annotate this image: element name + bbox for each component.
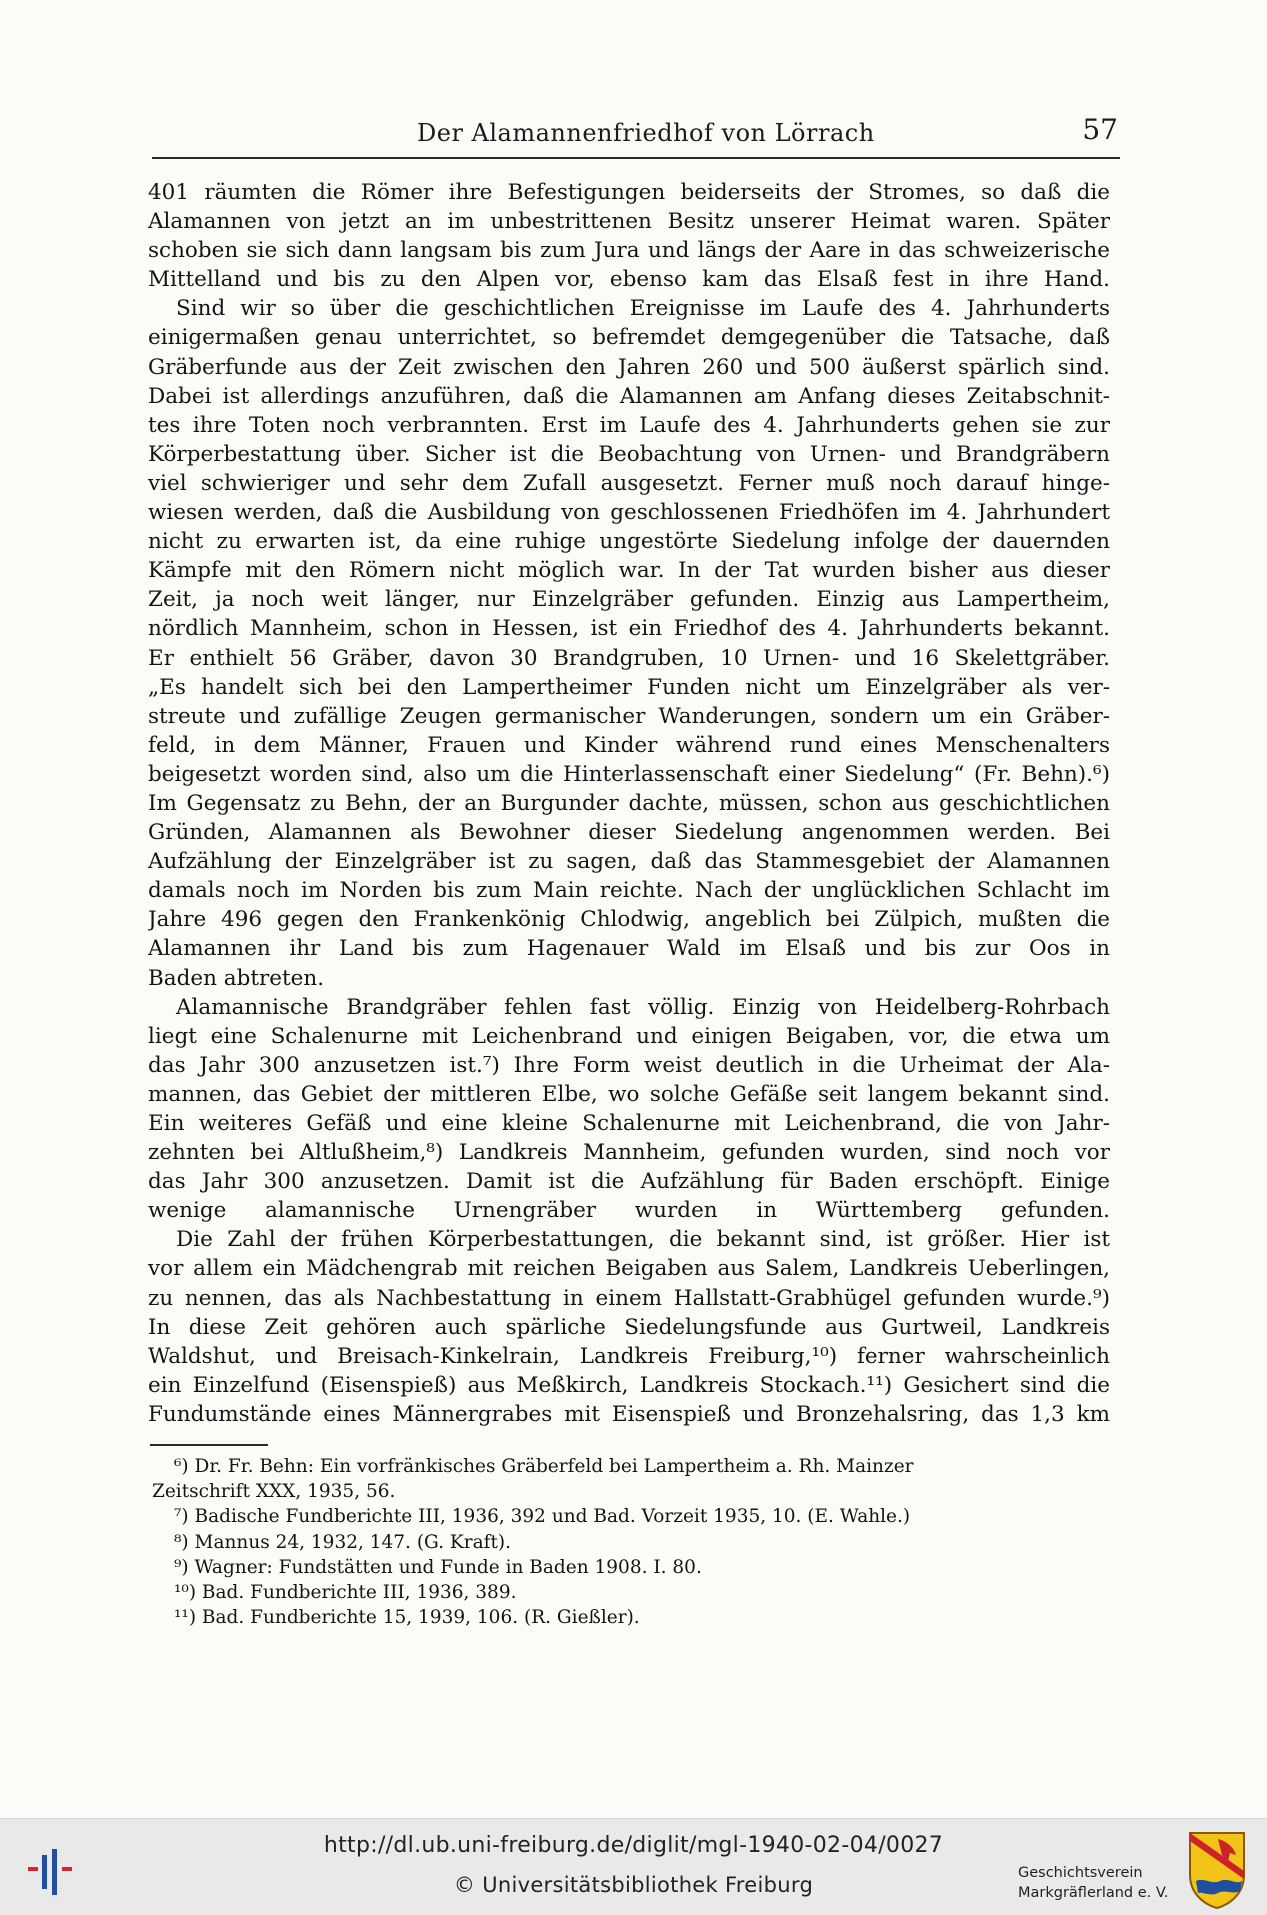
text-line: Baden abtreten. — [148, 965, 325, 991]
text-line: Kämpfe mit den Römern nicht möglich war. In der Tat wurden bisher aus dieser — [148, 558, 1110, 584]
text-line: Aufzählung der Einzelgräber ist zu sagen, daß das Stammesgebiet der Alamannen — [148, 849, 1110, 875]
text-line: das Jahr 300 anzusetzen ist.⁷) Ihre Form weist deutlich in die Urheimat der Ala- — [148, 1052, 1110, 1078]
text-line: tes ihre Toten noch verbrannten. Erst im Laufe des 4. Jahrhunderts gehen sie zur — [148, 412, 1110, 438]
text-line: Alamannen ihr Land bis zum Hagenauer Wald im Elsaß und bis zur Oos in — [148, 936, 1110, 962]
text-line: 401 räumten die Römer ihre Befestigungen beiderseits der Stromes, so daß die — [148, 180, 1110, 205]
page-number: 57 — [1082, 113, 1118, 146]
org-line-2: Markgräflerland e. V. — [1018, 1885, 1169, 1901]
text-line: nördlich Mannheim, schon in Hessen, ist ein Friedhof des 4. Jahrhunderts bekannt. — [148, 616, 1110, 642]
org-line-1: Geschichtsverein — [1018, 1865, 1143, 1881]
footnote: Zeitschrift XXX, 1935, 56. — [152, 1481, 396, 1503]
text-line: mannen, das Gebiet der mittleren Elbe, wo solche Gefäße seit langem bekannt sind. — [148, 1081, 1110, 1107]
running-title: Der Alamannenfriedhof von Lörrach — [417, 119, 875, 147]
text-line: vor allem ein Mädchengrab mit reichen Beigaben aus Salem, Landkreis Ueberlingen, — [148, 1256, 1110, 1282]
footnote: ⁶) Dr. Fr. Behn: Ein vorfränkisches Gräberfeld bei Lampertheim a. Rh. Mainzer — [174, 1456, 914, 1477]
text-line: schoben sie sich dann langsam bis zum Jura und längs der Aare in das schweizerische — [148, 238, 1110, 264]
header-rule — [152, 157, 1120, 159]
text-line: Gründen, Alamannen als Bewohner dieser Siedelung angenommen werden. Bei — [148, 820, 1110, 846]
footnote: ⁷) Badische Fundberichte III, 1936, 392 und Bad. Vorzeit 1935, 10. (E. Wahle.) — [174, 1506, 911, 1528]
footnotes — [152, 1454, 1110, 1630]
text-line: Alamannen von jetzt an im unbestrittenen Besitz unserer Heimat waren. Später — [148, 209, 1110, 235]
footnote: ¹⁰) Bad. Fundberichte III, 1936, 389. — [174, 1582, 517, 1604]
text-line: Dabei ist allerdings anzuführen, daß die Alamannen am Anfang dieses Zeitabschnit- — [148, 383, 1110, 409]
text-line: streute und zufällige Zeugen germanischer Wanderungen, sondern um ein Gräber- — [148, 703, 1110, 729]
text-line: viel schwieriger und sehr dem Zufall ausgesetzt. Ferner muß noch darauf hinge- — [148, 470, 1110, 496]
text-line: Körperbestattung über. Sicher ist die Beobachtung von Urnen- und Brandgräbern — [148, 441, 1110, 467]
text-line: In diese Zeit gehören auch spärliche Siedelungsfunde aus Gurtweil, Landkreis — [148, 1314, 1110, 1340]
text-line: wenige alamannische Urnengräber wurden in Württemberg gefunden. — [148, 1198, 1110, 1224]
text-line: Waldshut, und Breisach-Kinkelrain, Landkreis Freiburg,¹⁰) ferner wahrscheinlich — [148, 1343, 1110, 1369]
text-line: Zeit, ja noch weit länger, nur Einzelgräber gefunden. Einzig aus Lampertheim, — [148, 587, 1110, 613]
coat-of-arms-icon — [1188, 1831, 1246, 1909]
text-line: beigesetzt worden sind, also um die Hinterlassenschaft einer Siedelung“ (Fr. Behn).⁶) — [148, 761, 1110, 787]
text-line: einigermaßen genau unterrichtet, so befremdet demgegenüber die Tatsache, daß — [148, 325, 1110, 351]
footer-copyright: © Universitätsbibliothek Freiburg — [453, 1873, 814, 1897]
text-line: feld, in dem Männer, Frauen und Kinder während rund eines Menschenalters — [148, 732, 1110, 758]
text-line: wiesen werden, daß die Ausbildung von geschlossenen Friedhöfen im 4. Jahrhundert — [148, 500, 1110, 526]
text-line: ein Einzelfund (Eisenspieß) aus Meßkirch, Landkreis Stockach.¹¹) Gesichert sind die — [148, 1372, 1110, 1398]
text-line: Mittelland und bis zu den Alpen vor, ebenso kam das Elsaß fest in ihre Hand. — [148, 267, 1110, 293]
text-line: Er enthielt 56 Gräber, davon 30 Brandgruben, 10 Urnen- und 16 Skelettgräber. — [148, 645, 1110, 671]
text-line: zu nennen, das als Nachbestattung in einem Hallstatt-Grabhügel gefunden wurde.⁹) — [148, 1285, 1110, 1311]
text-line: Ein weiteres Gefäß und eine kleine Schalenurne mit Leichenbrand, die von Jahr- — [148, 1111, 1110, 1136]
text-line: Gräberfunde aus der Zeit zwischen den Jahren 260 und 500 äußerst spärlich sind. — [148, 354, 1110, 380]
body-text — [148, 178, 1110, 1429]
text-line: damals noch im Norden bis zum Main reichte. Nach der unglücklichen Schlacht im — [148, 878, 1110, 904]
footnote: ⁹) Wagner: Fundstätten und Funde in Baden 1908. I. 80. — [174, 1556, 702, 1578]
text-line: Sind wir so über die geschichtlichen Ereignisse im Laufe des 4. Jahrhunderts — [176, 296, 1110, 322]
text-line: Fundumstände eines Männergrabes mit Eisenspieß und Bronzehalsring, das 1,3 km — [148, 1401, 1110, 1427]
text-line: liegt eine Schalenurne mit Leichenbrand und einigen Beigaben, vor, die etwa um — [148, 1023, 1110, 1049]
footnote-rule — [150, 1444, 268, 1446]
text-line: das Jahr 300 anzusetzen. Damit ist die Aufzählung für Baden erschöpft. Einige — [148, 1169, 1110, 1195]
text-line: „Es handelt sich bei den Lampertheimer Funden nicht um Einzelgräber als ver- — [148, 674, 1110, 700]
footer-bar — [0, 1818, 1267, 1915]
text-line: zehnten bei Altlußheim,⁸) Landkreis Mannheim, gefunden wurden, sind noch vor — [148, 1140, 1110, 1166]
text-line: Die Zahl der frühen Körperbestattungen, die bekannt sind, ist größer. Hier ist — [176, 1227, 1110, 1253]
text-line: Alamannische Brandgräber fehlen fast völlig. Einzig von Heidelberg-Rohrbach — [176, 994, 1110, 1020]
footnote: ⁸) Mannus 24, 1932, 147. (G. Kraft). — [174, 1531, 511, 1553]
text-line: Jahre 496 gegen den Frankenkönig Chlodwig, angeblich bei Zülpich, mußten die — [148, 907, 1110, 933]
footnote: ¹¹) Bad. Fundberichte 15, 1939, 106. (R. Gießler). — [174, 1607, 640, 1629]
footer-url[interactable]: http://dl.ub.uni-freiburg.de/diglit/mgl-1940-02-04/0027 — [323, 1833, 944, 1858]
running-head — [152, 113, 1120, 153]
organization-name — [1018, 1863, 1188, 1903]
text-line: Im Gegensatz zu Behn, der an Burgunder dachte, müssen, schon aus geschichtlichen — [148, 790, 1110, 816]
text-line: nicht zu erwarten ist, da eine ruhige ungestörte Siedelung infolge der dauernden — [148, 529, 1110, 555]
